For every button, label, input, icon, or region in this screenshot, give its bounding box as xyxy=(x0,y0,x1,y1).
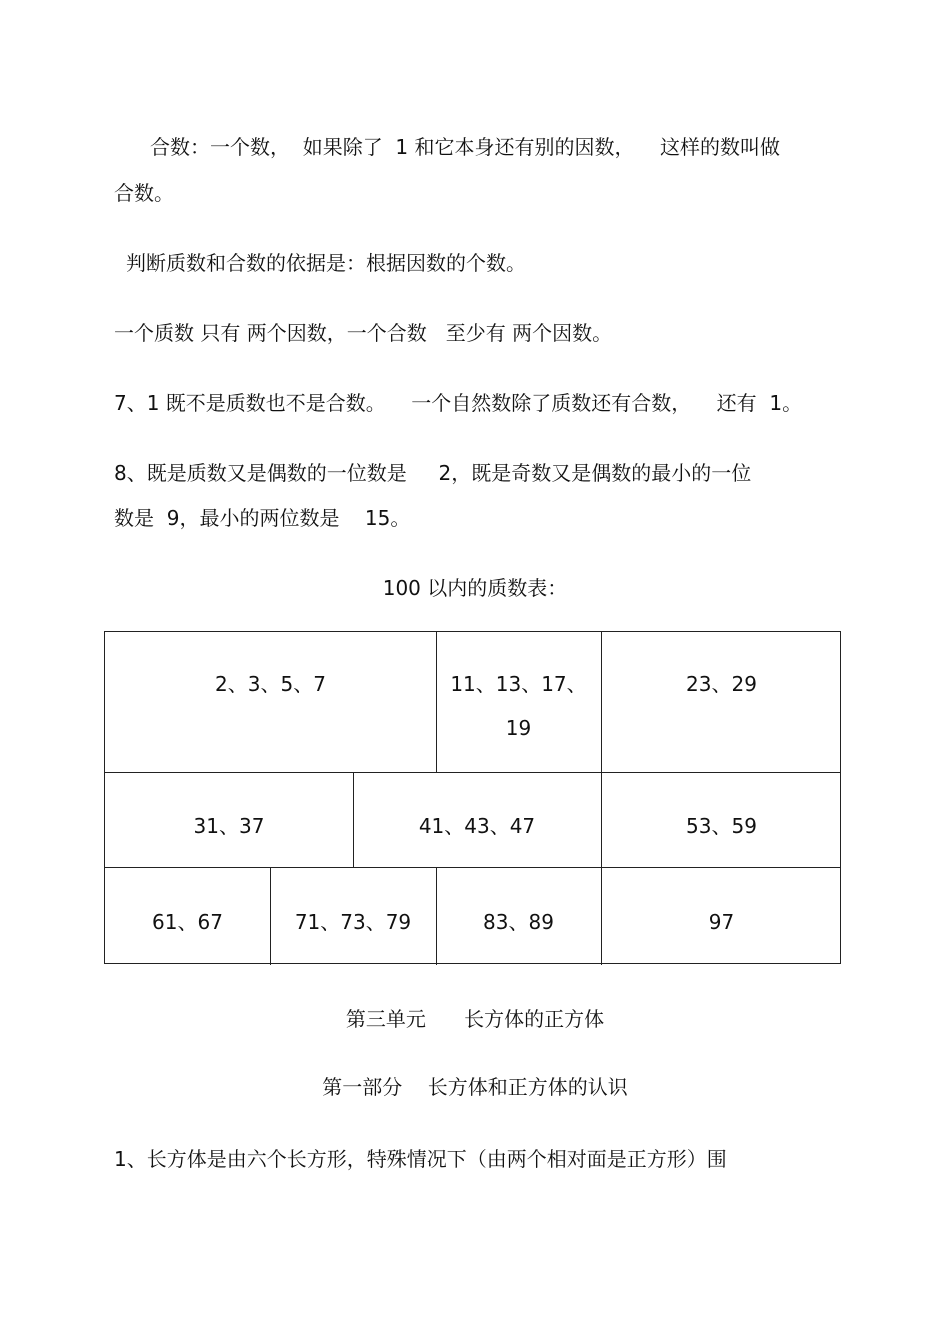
table-cell: 11、13、17、 xyxy=(450,672,587,696)
table-title: 100 以内的质数表： xyxy=(382,576,568,600)
prime-table xyxy=(104,631,841,964)
item-7: 7、1 既不是质数也不是合数。 一个自然数除了质数还有合数， 还有 1。 xyxy=(114,391,803,415)
table-cell: 71、73、79 xyxy=(294,910,412,934)
part-title: 第一部分 长方体和正方体的认识 xyxy=(322,1075,628,1099)
table-row-divider xyxy=(105,867,840,868)
item-1: 1、长方体是由六个长方形，特殊情况下（由两个相对面是正方形）围 xyxy=(114,1147,727,1171)
factor-count: 一个质数 只有 两个因数，一个合数 至少有 两个因数。 xyxy=(114,321,613,345)
table-cell: 53、59 xyxy=(686,814,757,838)
table-cell: 23、29 xyxy=(686,672,757,696)
composite-definition-line2: 合数。 xyxy=(114,181,174,205)
unit-title: 第三单元 长方体的正方体 xyxy=(345,1007,605,1031)
table-row-divider xyxy=(105,772,840,773)
judge-basis: 判断质数和合数的依据是：根据因数的个数。 xyxy=(126,251,526,275)
item-8-line1: 8、既是质数又是偶数的一位数是 2，既是奇数又是偶数的最小的一位 xyxy=(114,461,752,485)
composite-definition-line1: 合数：一个数， 如果除了 1 和它本身还有别的因数， 这样的数叫做 xyxy=(150,135,780,159)
table-cell-continuation: 19 xyxy=(505,716,532,740)
item-8-line2: 数是 9，最小的两位数是 15。 xyxy=(114,506,411,530)
table-cell: 41、43、47 xyxy=(418,814,536,838)
table-cell: 31、37 xyxy=(193,814,265,838)
table-cell: 97 xyxy=(708,910,735,934)
table-cell: 61、67 xyxy=(152,910,223,934)
table-cell: 2、3、5、7 xyxy=(215,672,326,696)
table-cell: 83、89 xyxy=(483,910,554,934)
